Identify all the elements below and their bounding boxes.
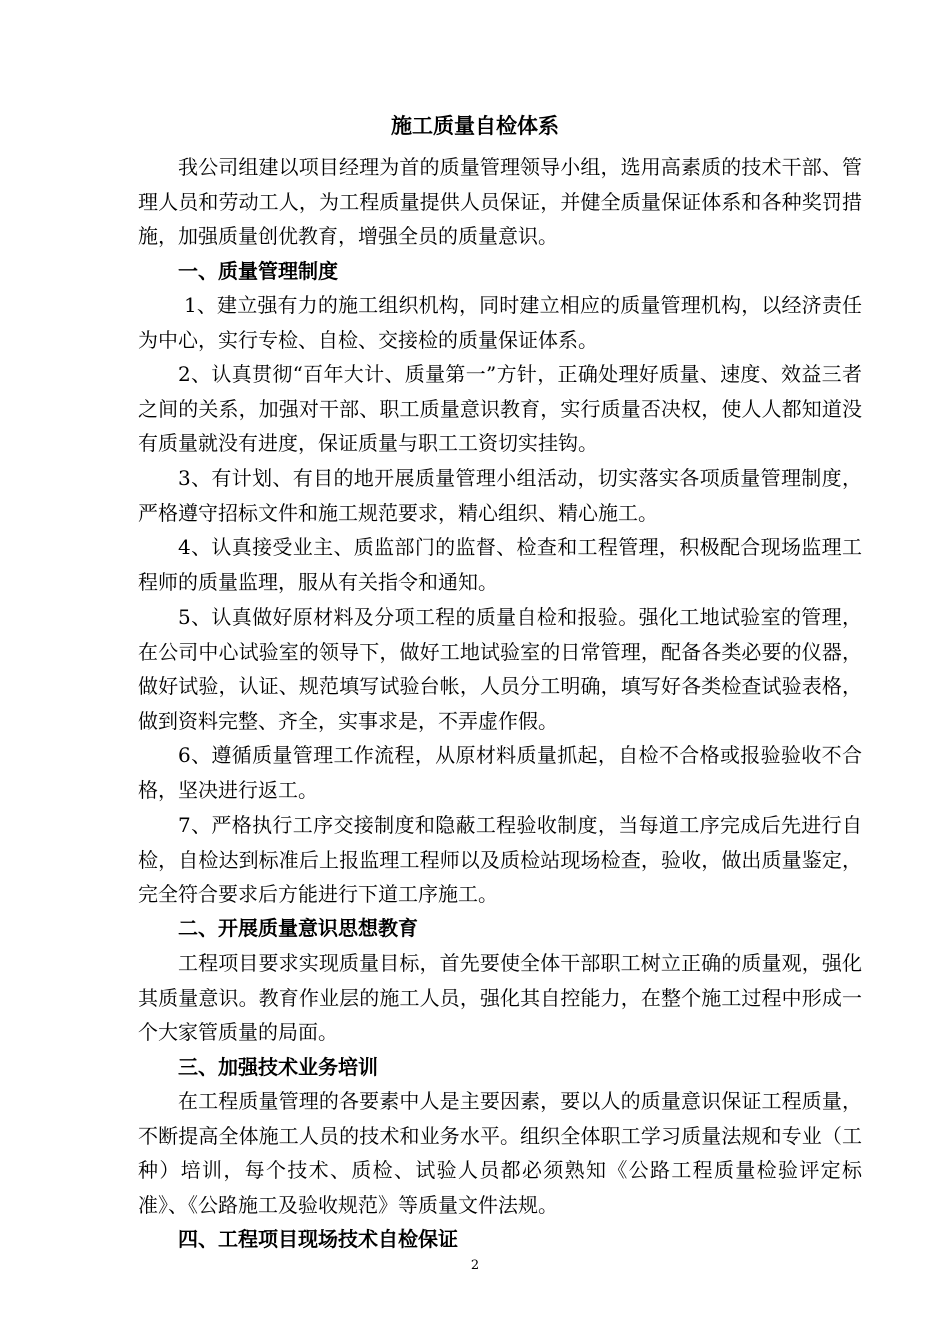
list-item: 7、严格执行工序交接制度和隐蔽工程验收制度，当每道工序完成后先进行自检，自检达到标准后上报监理工程师以及质检站现场检查，验收，做出质量鉴定，完全符合要求后方能进行下道工序施工。 — [138, 813, 862, 907]
intro-paragraph: 我公司组建以项目经理为首的质量管理领导小组，选用高素质的技术干部、管理人员和劳动工人，为工程质量提供人员保证，并健全质量保证体系和各种奖罚措施，加强质量创优教育，增强全员的质量意识。 — [138, 155, 862, 249]
list-item: 4、认真接受业主、质监部门的监督、检查和工程管理，积极配合现场监理工程师的质量监理，服从有关指令和通知。 — [138, 535, 862, 594]
list-item: 6、遵循质量管理工作流程，从原材料质量抓起，自检不合格或报验验收不合格，坚决进行返工。 — [138, 743, 862, 802]
section-heading-technical-training: 三、加强技术业务培训 — [178, 1055, 378, 1079]
section-heading-quality-education: 二、开展质量意识思想教育 — [178, 916, 418, 940]
section-heading-quality-management-system: 一、质量管理制度 — [178, 259, 338, 283]
section-paragraph-technical-training: 在工程质量管理的各要素中人是主要因素，要以人的质量意识保证工程质量，不断提高全体施工人员的技术和业务水平。组织全体职工学习质量法规和专业（工种）培训，每个技术、质检、试验人员都必须熟知《公路工程质量检验评定标准》、《公路施工及验收规范》等质量文件法规。 — [138, 1089, 862, 1217]
list-item: 2、认真贯彻“百年大计、质量第一”方针，正确处理好质量、速度、效益三者之间的关系，加强对干部、职工质量意识教育，实行质量否决权，使人人都知道没有质量就没有进度，保证质量与职工工资切实挂钩。 — [138, 362, 862, 456]
list-item: 3、有计划、有目的地开展质量管理小组活动，切实落实各项质量管理制度，严格遵守招标文件和施工规范要求，精心组织、精心施工。 — [138, 466, 862, 525]
list-item: 5、认真做好原材料及分项工程的质量自检和报验。强化工地试验室的管理，在公司中心试验室的领导下，做好工地试验室的日常管理，配备各类必要的仪器，做好试验，认证、规范填写试验台帐，人员分工明确，填写好各类检查试验表格，做到资料完整、齐全，实事求是，不弄虚作假。 — [138, 605, 862, 733]
section-paragraph-quality-education: 工程项目要求实现质量目标，首先要使全体干部职工树立正确的质量观，强化其质量意识。教育作业层的施工人员，强化其自控能力，在整个施工过程中形成一个大家管质量的局面。 — [138, 951, 862, 1045]
document-title: 施工质量自检体系 — [391, 113, 559, 138]
page-number: 2 — [470, 1258, 480, 1273]
list-item: 1、建立强有力的施工组织机构，同时建立相应的质量管理机构，以经济责任为中心，实行专检、自检、交接检的质量保证体系。 — [138, 293, 862, 352]
section-heading-site-self-inspection: 四、工程项目现场技术自检保证 — [178, 1227, 458, 1251]
